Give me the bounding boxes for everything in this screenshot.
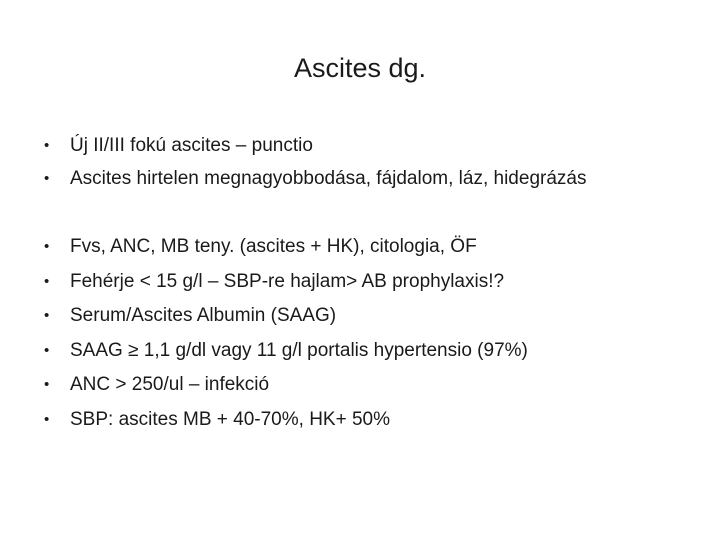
bullet-icon: • [44,272,50,290]
list-item [44,302,528,337]
list-item [44,337,528,372]
list-item-text: Fvs, ANC, MB teny. (ascites + HK), citologia, ÖF [70,236,477,257]
list-item-text: Ascites hirtelen megnagyobbodása, fájdalom, láz, hidegrázás [70,168,587,189]
list-item-text: ANC > 250/ul – infekció [70,374,270,395]
list-item-text: SAAG ≥ 1,1 g/dl vagy 11 g/l portalis hypertensio (97%) [70,339,528,361]
list-item [44,132,586,165]
bullet-icon: • [44,376,50,393]
list-item [44,406,528,441]
list-item-text: Fehérje < 15 g/l – SBP-re hajlam> AB prophylaxis!? [70,270,505,292]
list-item [44,165,586,198]
bullet-icon: • [44,341,50,359]
slide-title: Ascites dg. [293,53,427,83]
list-item [44,268,528,303]
bullet-icon: • [44,238,50,255]
bullet-icon: • [44,410,50,428]
bullet-icon: • [44,137,50,154]
list-item-text: Serum/Ascites Albumin (SAAG) [70,305,337,326]
bullet-icon: • [44,307,50,324]
bullet-list-diagnostics [44,233,528,440]
bullet-list-indications [44,132,586,198]
list-item [44,233,528,268]
list-item-text: SBP: ascites MB + 40-70%, HK+ 50% [70,408,390,430]
list-item-text: Új II/III fokú ascites – punctio [70,135,313,156]
list-item [44,371,528,406]
bullet-icon: • [44,170,50,187]
